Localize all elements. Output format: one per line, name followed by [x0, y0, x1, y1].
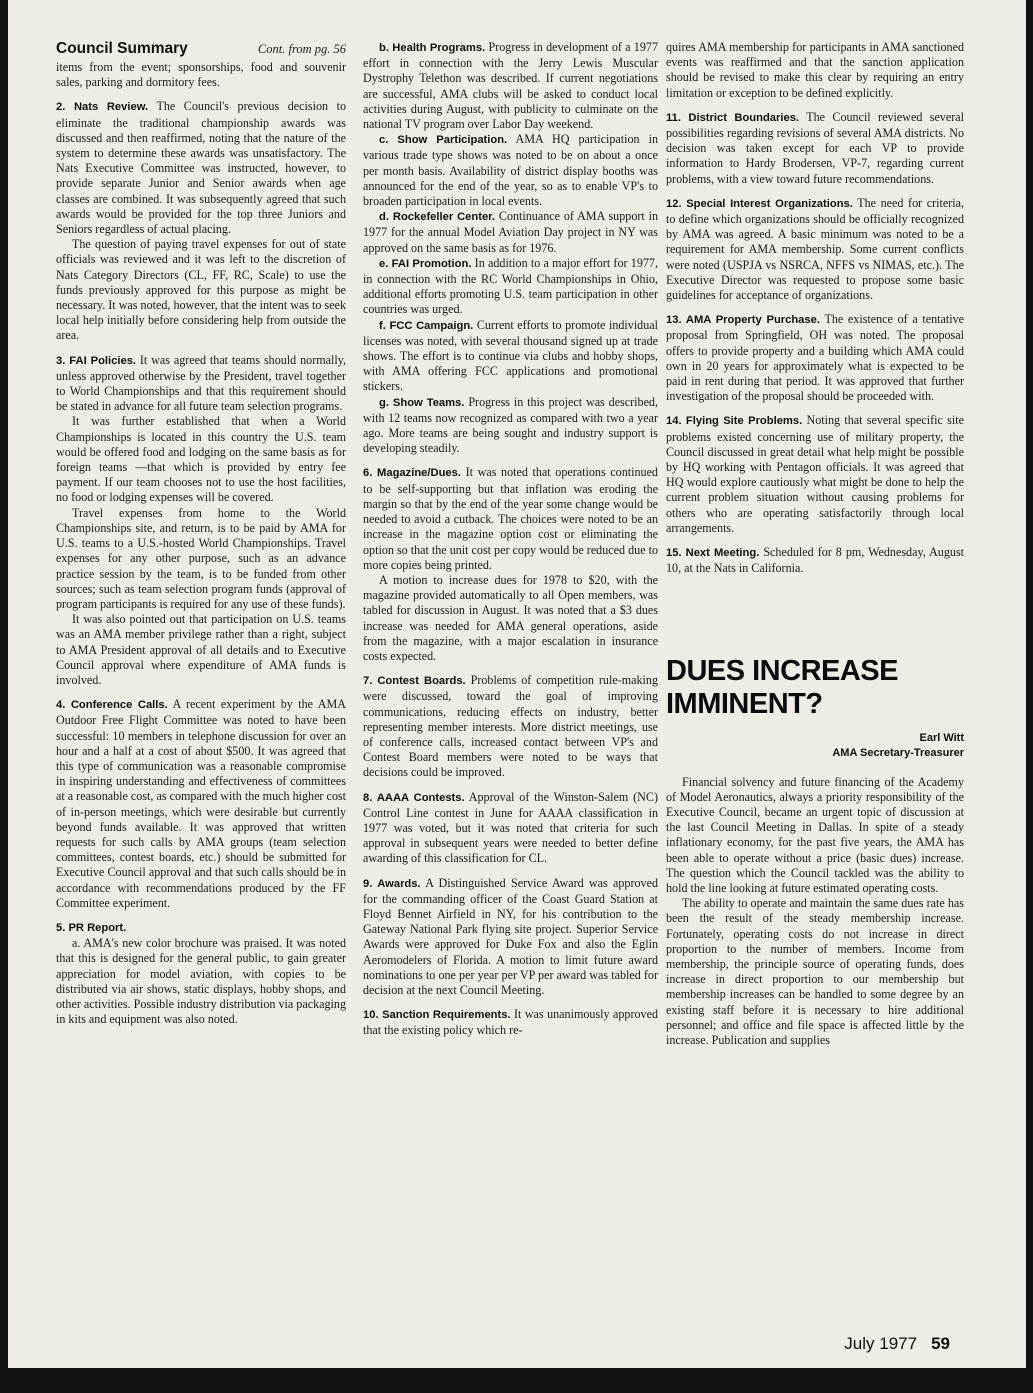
item-district-boundaries — [666, 110, 964, 187]
article-paragraph: Financial solvency and future financing of the Academy of Model Aeronautics, always a priority responsibility of the Executive Council, became an urgent topic of discussion at the last Council Meeting in Dallas. In spite of a steady inflationary economy, for the past five years, the AMA has been able to operate without a price (basic dues) increase. The question which the Council tackled was the ability to hold the line looking at future estimated operating costs. — [666, 774, 964, 895]
page-number: 59 — [931, 1334, 950, 1353]
author-title: AMA Secretary-Treasurer — [832, 746, 964, 759]
paragraph: It was further established that when a World Championships is located in this country the U.S. team would be offered food and lodging on the same basis as for foreign teams —that which is provided by entry fee payment. If our team chooses not to use the host facilities, no food or lodging expenses will be covered. — [56, 414, 346, 505]
subitem-show-participation — [363, 132, 658, 209]
item-text: Scheduled for 8 pm, Wednesday, August 10, at the Nats in California. — [666, 545, 965, 576]
item-heading: d. Rockefeller Center. — [379, 211, 496, 224]
author-name: Earl Witt — [919, 731, 964, 744]
column-2 — [363, 40, 658, 1039]
item-text: The need for criteria, to define which organizations should be officially recognized by AMA was agreed. A basic minimum was noted to be a requirement for AMA membership. Some current conflicts were noted (USPJA vs NSRCA, NFFS vs NIMAS, etc.). The Executive Director was requested to propose some basic guidelines for acceptance of organizations. — [666, 195, 964, 303]
paragraph: Travel expenses from home to the World Championships site, and return, is to be paid by AMA for U.S. teams to a U.S.-hosted World Championships. Travel expenses for any other purpose, such as an advance practice session by the team, is to be funded from other sources; such as team selection program funds (approval of program participants is required for any use of these funds). — [56, 505, 346, 611]
item-text: It was noted that operations continued to be self-supporting but that inflation was eroding the margin so that by the end of the year some change would be needed to avoid a cutback. The choices were noted to be an increase in the magazine option cost or eliminating the option so that the unit cost per copy would be reduced due to more copies being printed. — [363, 465, 658, 572]
item-next-meeting — [666, 545, 964, 576]
item-text: In addition to a major effort for 1977, in connection with the RC World Championships in Ohio, additional efforts promoting U.S. team participation in other countries was urged. — [363, 255, 658, 317]
article-title-line: DUES INCREASE — [666, 654, 898, 687]
item-text: Noting that several specific site problems existed concerning use of military property, the Council discussed in great detail what help might be possible by HQ working with Pentagon officials. It was agreed that HQ would explore cautiously what might be done to help the current problem situation without causing problems for others who are operating satisfactorily through local arrangements. — [666, 413, 964, 535]
item-heading: g. Show Teams. — [379, 396, 465, 409]
subitem-health-programs — [363, 40, 658, 132]
subitem-rockefeller-center — [363, 209, 658, 256]
item-heading: 4. Conference Calls. — [56, 699, 168, 712]
item-heading: c. Show Participation. — [379, 134, 508, 147]
issue-date: July 1977 — [844, 1334, 918, 1353]
item-heading: e. FAI Promotion. — [379, 257, 472, 270]
paragraph: quires AMA membership for participants in AMA sanctioned events was reaffirmed and that the sanction application should be revised to make this clear by requiring an entry limitation or exception to be defined explicitly. — [666, 40, 964, 100]
continued-note: Cont. from pg. 56 — [257, 42, 346, 56]
item-text: Approval of the Winston-Salem (NC) Control Line contest in June for AAAA classification in 1977 was voted, but it was noted that criteria for such approval in subsequent years were needed to better define awarding of this classification for CL. — [363, 789, 658, 866]
article-title — [666, 655, 964, 721]
item-heading: 5. PR Report. — [56, 921, 127, 934]
subitem-show-teams — [363, 395, 658, 457]
page-folio — [844, 1334, 950, 1354]
item-text: Current efforts to promote individual licenses was noted, with several thousand signed up at trade shows. The effort is to continue via clubs and hobby shops, with AMA offering FCC applications and promotional stickers. — [363, 317, 658, 394]
paragraph: a. AMA's new color brochure was praised. It was noted that this is designed for the general public, to gain greater appreciation for model aviation, with copies to be distributed via air shows, static displays, hobby shops, and other activities. Possible industry distribution via packaging in kits and equipment was also noted. — [56, 936, 346, 1027]
item-conference-calls — [56, 697, 346, 911]
item-text: Continuance of AMA support in 1977 for the annual Model Aviation Day project in NY was approved on the same basis as for 1976. — [363, 209, 658, 255]
magazine-page — [8, 0, 1026, 1368]
item-magazine-dues — [363, 465, 658, 572]
item-flying-site-problems — [666, 413, 964, 536]
section-title: Council Summary — [56, 40, 188, 57]
item-heading: 10. Sanction Requirements. — [363, 1009, 511, 1022]
item-awards — [363, 876, 658, 999]
paragraph: A motion to increase dues for 1978 to $20, with the magazine provided automatically to all Open members, was tabled for discussion in August. It was noted that a $3 dues increase was needed for AMA general operations, aside from the magazine, with a major escalation in insurance costs expected. — [363, 572, 658, 663]
item-pr-report — [56, 920, 346, 936]
subitem-fcc-campaign — [363, 318, 658, 395]
item-heading: 13. AMA Property Purchase. — [666, 314, 820, 327]
item-heading: 8. AAAA Contests. — [363, 791, 465, 804]
article-title-line: IMMINENT? — [666, 687, 823, 720]
item-text: AMA HQ participation in various trade type shows was noted to be on about a once per month basis. Availability of district display booths was announced for the end of the year, so as to enable VP's to broaden participation in local events. — [363, 132, 658, 209]
item-text: The Council's previous decision to eliminate the traditional championship awards was discussed and then reaffirmed, noting that the nature of the system to determine these awards was unsatisfactory. The Nats Executive Committee was instructed, however, to provide separate Junior and Senior awards when age classes are combined. It was subsequently agreed that such awards would be provided for the top three Juniors and Seniors regardless of actual placing. — [56, 99, 347, 237]
item-text: It was unanimously approved that the existing policy which re- — [363, 1007, 658, 1038]
item-heading: 11. District Boundaries. — [666, 111, 800, 124]
section-header — [56, 40, 346, 58]
item-heading: 12. Special Interest Organizations. — [666, 197, 853, 210]
article-paragraph: The ability to operate and maintain the same dues rate has been the result of the steady membership increase. Fortunately, operating costs do not increase in direct proportion to the number of members. Income from membership, the principle source of operating funds, does increase in direct proportion to our membership but membership increases can be handled to some degree by an existing staff before it is necessary to hire additional personnel; and office and file space is affected little by the increase. Publication and supplies — [666, 896, 964, 1047]
item-heading: 2. Nats Review. — [56, 101, 149, 114]
item-heading: 3. FAI Policies. — [56, 354, 137, 367]
item-fai-policies — [56, 353, 346, 415]
item-heading: 9. Awards. — [363, 877, 421, 890]
item-ama-property-purchase — [666, 312, 964, 404]
item-heading: b. Health Programs. — [379, 42, 486, 54]
item-heading: 6. Magazine/Dues. — [363, 467, 461, 480]
item-heading: 14. Flying Site Problems. — [666, 415, 803, 428]
paragraph: items from the event; sponsorships, food and souvenir sales, parking and dormitory fees. — [56, 60, 346, 90]
item-heading: 7. Contest Boards. — [363, 675, 466, 688]
item-text: The existence of a tentative proposal from Springfield, OH was noted. The proposal offers to provide property and a building which AMA could own in 20 years for approximately what is expected to be paid in rent during that period. It was approved that further investigation of the proposal should be proceeded with. — [666, 312, 965, 404]
item-text: The Council reviewed several possibilities regarding revisions of several AMA districts. No decision was taken except for each VP to provide information to Hardy Brodersen, VP-7, regarding current problems, with a view toward future recommendations. — [666, 109, 964, 186]
item-text: Progress in this project was described, with 12 teams now recognized as compared with two a year ago. More teams are being sought and industry support is developing steadily. — [363, 394, 659, 456]
column-3 — [666, 40, 964, 1048]
item-heading: f. FCC Campaign. — [379, 319, 474, 332]
item-text: It was agreed that teams should normally, unless approved otherwise by the President, travel together to World Championships and that this requirement should be stated in advance for all future team selection programs. — [56, 352, 346, 414]
item-contest-boards — [363, 673, 658, 780]
item-text: Problems of competition rule-making were discussed, toward the goal of improving communications, reducing effects on industry, better representing member interests. More district meetings, use of conference calls, increased contact between VP's and Contest Board members were noted to be ways that decisions could be improved. — [363, 673, 659, 780]
item-aaaa-contests — [363, 790, 658, 867]
paragraph: It was also pointed out that participation on U.S. teams was an AMA member privilege rather than a right, subject to AMA President approval of all details and to Executive Council approval where expenditure of AMA funds is involved. — [56, 612, 346, 687]
item-nats-review — [56, 99, 346, 237]
item-text: Progress in development of a 1977 effort in connection with the Jerry Lewis Muscular Dystrophy Telethon was described. If current negotiations are successful, AMA clubs will be asked to conduct local activities during August, with publicity to culminate on the national TV program over Labor Day weekend. — [363, 40, 658, 132]
item-sanction-requirements — [363, 1007, 658, 1038]
item-special-interest-organizations — [666, 196, 964, 303]
subitem-fai-promotion — [363, 256, 658, 318]
paragraph: The question of paying travel expenses for out of state officials was reviewed and it was left to the discretion of Nats Category Directors (CL, FF, RC, Scale) to use the funds previously approved for this purpose as might be necessary. It was noted, however, that the intent was to seek local help initially before considering help from outside the area. — [56, 237, 346, 343]
item-text: A Distinguished Service Award was approved for the commanding officer of the Coast Guard Station at Floyd Bennet Airfield in NY, for his contribution to the Gateway National Park flying site project. Superior Service Awards were approved for Duke Fox and also the Eglin Aeromodelers of Florida. A motion to limit future award nominations to one per year per VP per award was tabled for decision at the next Council Meeting. — [363, 875, 659, 997]
item-heading: 15. Next Meeting. — [666, 547, 760, 560]
item-text: A recent experiment by the AMA Outdoor Free Flight Committee was noted to have been successful: 10 members in telephone discussion for over an hour and a half at a cost of about $500. It was agreed that this type of communication was a reasonable compromise in inspiring understanding and effectiveness of committees at a reasonable cost, as compared with the much higher cost of in-person meetings, which were desirable but currently beyond funds available. It was approved that written requests for such calls by AMA groups (team selection committees, contest boards, etc.) should be submitted for Executive Council approval and that such calls should be in accordance with recommendations produced by the FF Committee experiment. — [56, 697, 346, 910]
column-1 — [56, 40, 346, 1027]
